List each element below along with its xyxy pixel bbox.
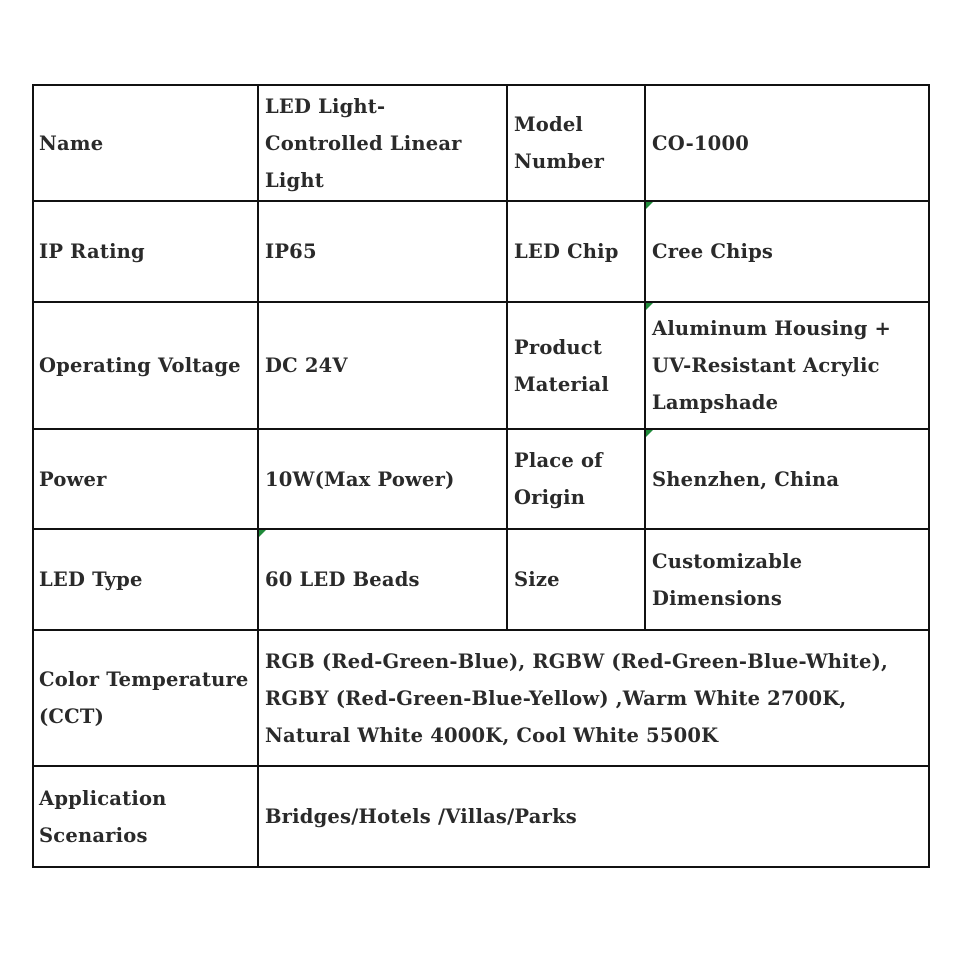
application-scenarios-label: Application Scenarios: [33, 766, 258, 867]
product-material-label: Product Material: [507, 302, 645, 429]
table-row: [33, 766, 929, 867]
name-value: LED Light-Controlled Linear Light: [258, 85, 507, 201]
place-of-origin-label: Place of Origin: [507, 429, 645, 529]
led-type-value: 60 LED Beads: [258, 529, 507, 630]
ip-rating-value: IP65: [258, 201, 507, 302]
power-value: 10W(Max Power): [258, 429, 507, 529]
model-number-value: CO-1000: [645, 85, 929, 201]
color-temperature-label: Color Temperature (CCT): [33, 630, 258, 766]
application-scenarios-value: Bridges/Hotels /Villas/Parks: [258, 766, 929, 867]
table-row: [33, 302, 929, 429]
table-row: [33, 85, 929, 201]
table-row: [33, 630, 929, 766]
color-temperature-value: RGB (Red-Green-Blue), RGBW (Red-Green-Blue-White), RGBY (Red-Green-Blue-Yellow) ,Warm White 2700K, Natural White 4000K, Cool White 5500K: [258, 630, 929, 766]
spec-table: [32, 84, 930, 868]
ip-rating-label: IP Rating: [33, 201, 258, 302]
operating-voltage-label: Operating Voltage: [33, 302, 258, 429]
table-row: [33, 529, 929, 630]
power-label: Power: [33, 429, 258, 529]
led-chip-value: Cree Chips: [645, 201, 929, 302]
place-of-origin-value: Shenzhen, China: [645, 429, 929, 529]
size-value: Customizable Dimensions: [645, 529, 929, 630]
model-number-label: Model Number: [507, 85, 645, 201]
table-row: [33, 201, 929, 302]
product-material-value: Aluminum Housing + UV-Resistant Acrylic Lampshade: [645, 302, 929, 429]
led-type-label: LED Type: [33, 529, 258, 630]
size-label: Size: [507, 529, 645, 630]
led-chip-label: LED Chip: [507, 201, 645, 302]
name-label: Name: [33, 85, 258, 201]
table-row: [33, 429, 929, 529]
operating-voltage-value: DC 24V: [258, 302, 507, 429]
